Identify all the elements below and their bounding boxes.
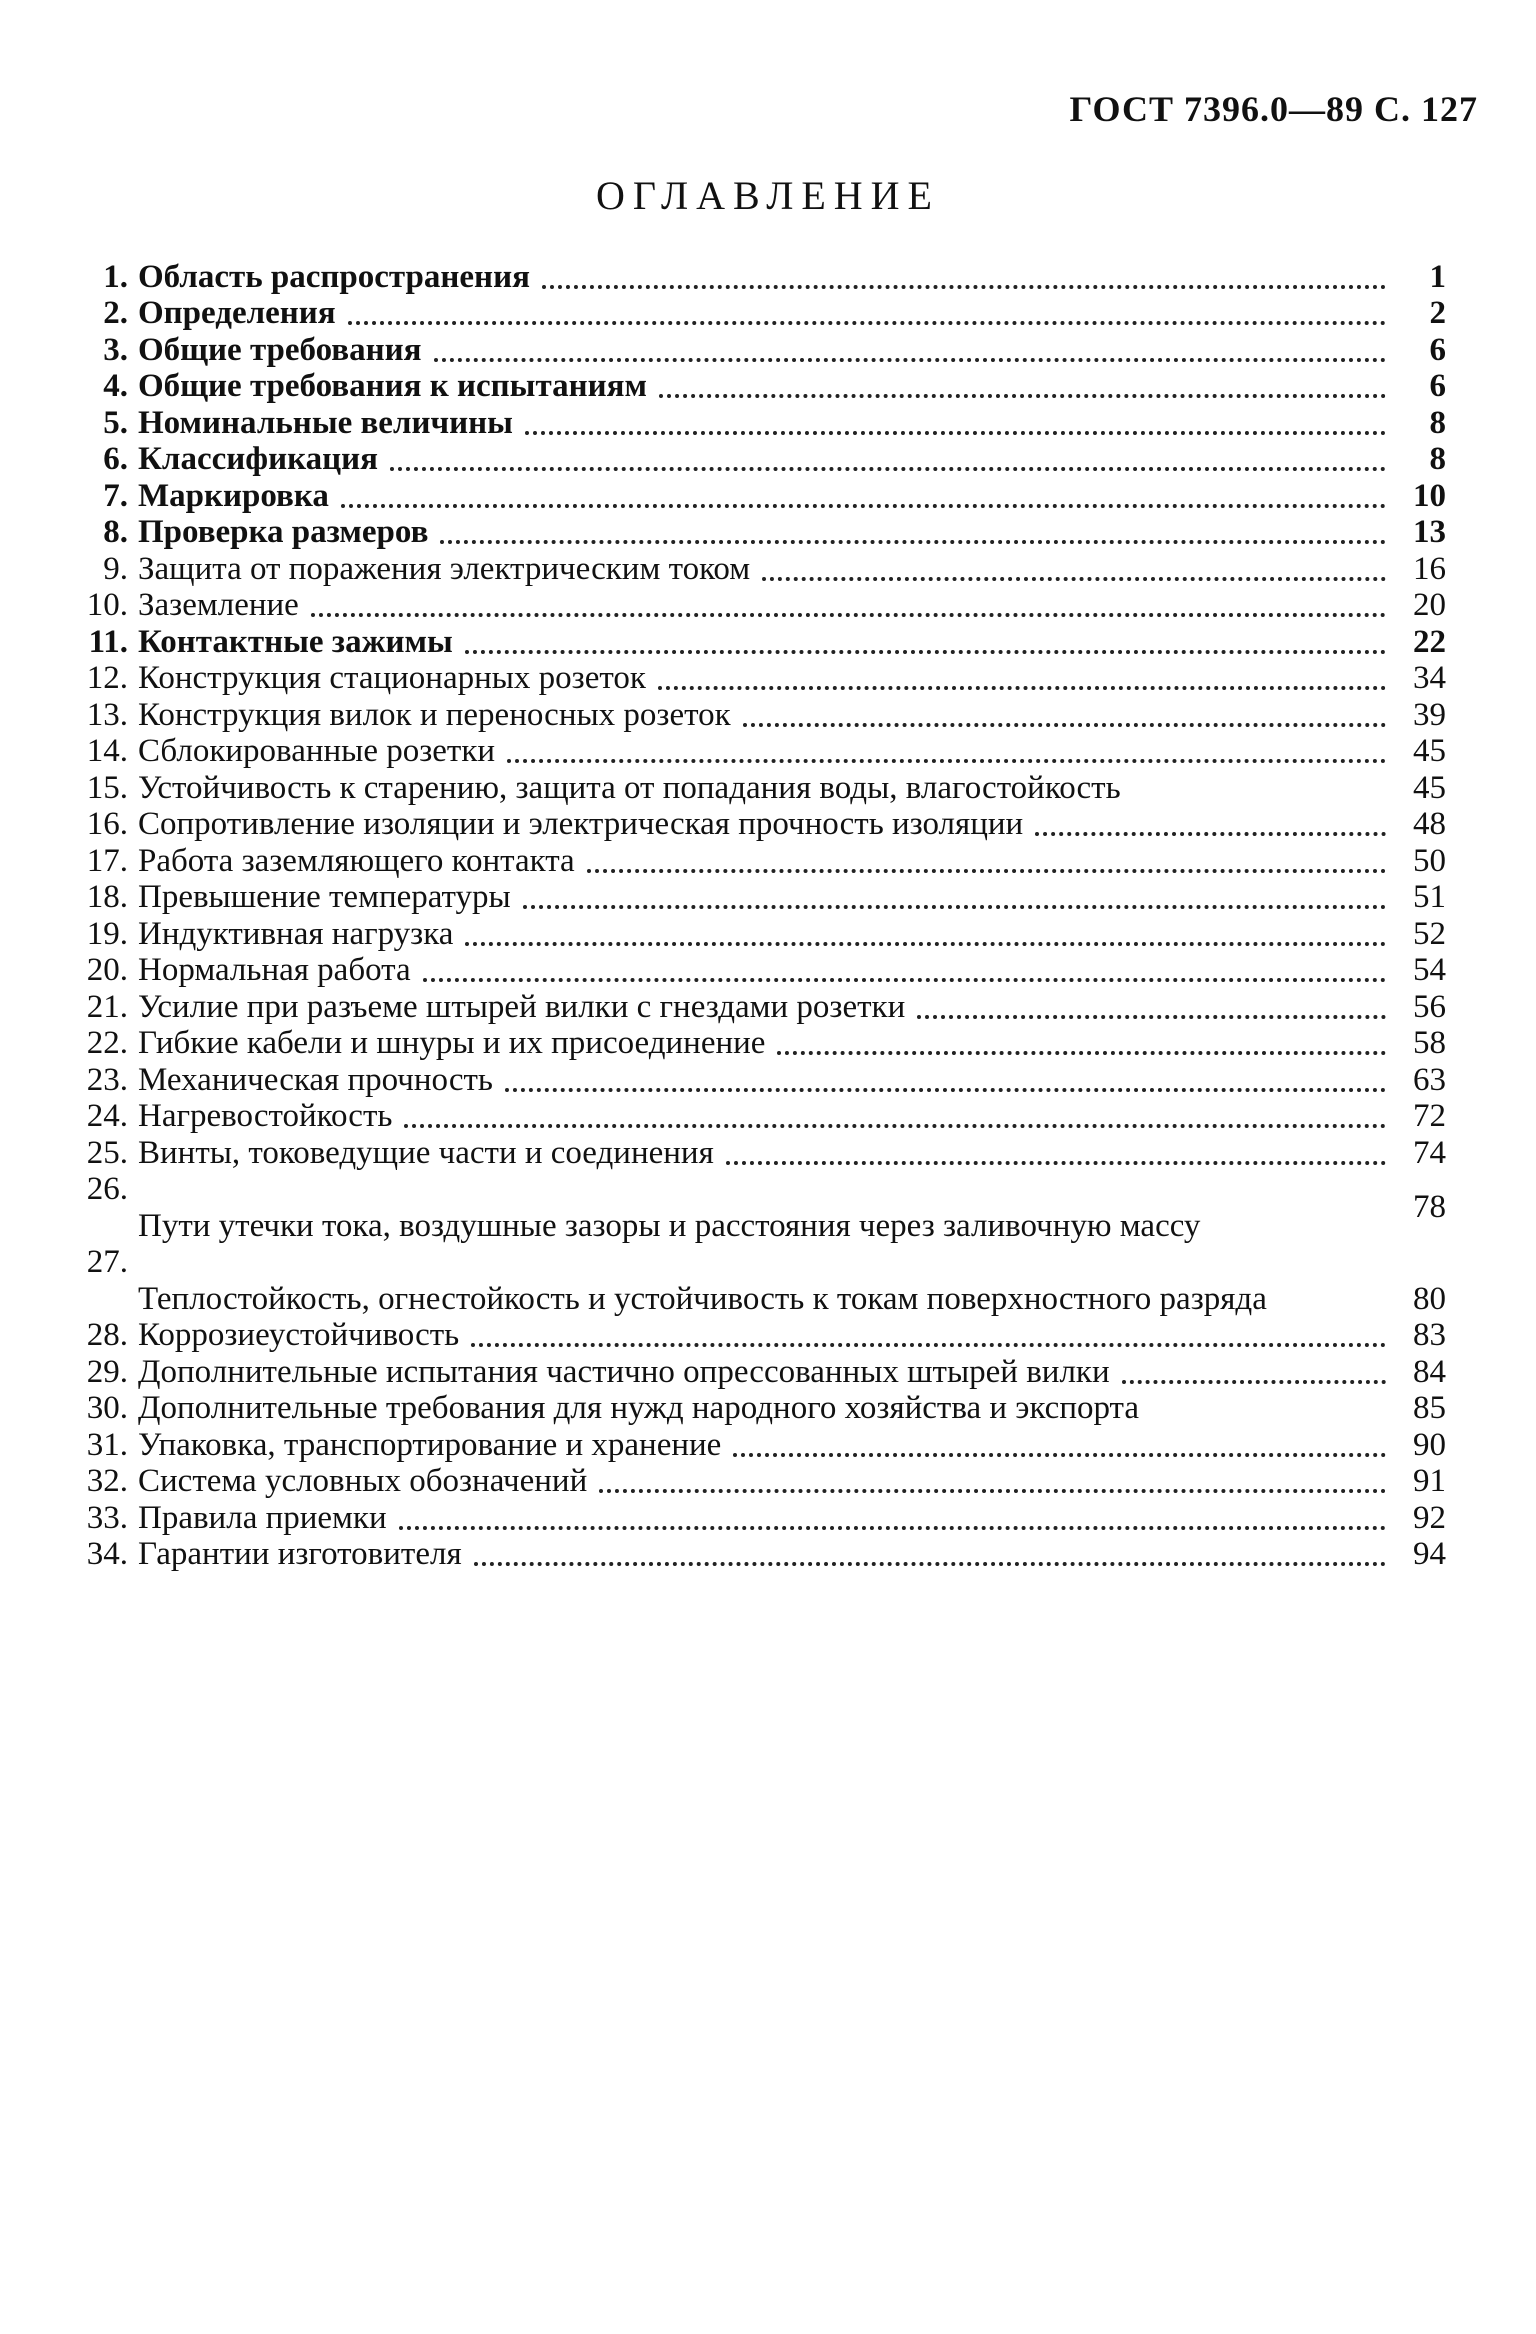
entry-page: 2 (1429, 295, 1446, 331)
entry-number: 14. (86, 733, 128, 769)
toc-entry[interactable] (66, 660, 1446, 697)
entry-number: 17. (86, 842, 128, 879)
entry-title: Общие требования к испытаниям (138, 368, 647, 404)
entry-number: 2. (103, 295, 128, 331)
entry-number: 11. (88, 623, 128, 660)
entry-number: 26. (86, 1170, 128, 1207)
entry-title: Коррозиеустойчивость (138, 1317, 460, 1353)
toc-entry[interactable] (66, 696, 1446, 733)
dot-leader (1035, 832, 1386, 836)
dot-leader (587, 869, 1386, 873)
dot-leader (542, 285, 1386, 289)
entry-page: 94 (1413, 1536, 1446, 1572)
toc-entry[interactable] (66, 1499, 1446, 1536)
toc-entry[interactable] (66, 1426, 1446, 1463)
toc-entry[interactable] (66, 1171, 1446, 1244)
toc-entry[interactable] (66, 915, 1446, 952)
toc-entry[interactable] (66, 295, 1446, 332)
entry-title: Нормальная работа (138, 952, 411, 988)
entry-page: 50 (1413, 842, 1446, 879)
toc-entry[interactable] (66, 769, 1446, 806)
entry-title: Нагревостойкость (138, 1098, 393, 1134)
entry-title: Заземление (138, 587, 299, 623)
entry-page: 13 (1413, 514, 1446, 550)
entry-page: 1 (1429, 258, 1446, 295)
entry-number: 21. (86, 988, 128, 1025)
entry-title: Работа заземляющего контакта (138, 842, 575, 879)
entry-page: 78 (1413, 1189, 1446, 1225)
dot-leader (523, 905, 1386, 909)
entry-title: Дополнительные испытания частично опрессованных штырей вилки (138, 1353, 1110, 1390)
entry-number: 28. (86, 1317, 128, 1353)
dot-leader (311, 613, 1386, 617)
entry-title: Система условных обозначений (138, 1463, 588, 1499)
entry-page: 45 (1413, 733, 1446, 769)
entry-number: 19. (86, 915, 128, 952)
entry-number: 32. (86, 1463, 128, 1499)
entry-number: 31. (86, 1426, 128, 1463)
entry-page: 8 (1429, 404, 1446, 441)
entry-page: 92 (1413, 1499, 1446, 1536)
entry-number: 5. (103, 404, 128, 441)
toc-entry[interactable] (66, 806, 1446, 843)
entry-title: Конструкция стационарных розеток (138, 660, 646, 696)
entry-page: 56 (1413, 988, 1446, 1025)
dot-leader (599, 1489, 1386, 1493)
entry-number: 7. (103, 477, 128, 514)
entry-number: 10. (86, 587, 128, 623)
toc-entry[interactable] (66, 988, 1446, 1025)
entry-number: 16. (86, 806, 128, 842)
entry-number: 24. (86, 1098, 128, 1134)
entry-page: 91 (1413, 1463, 1446, 1499)
entry-title: Механическая прочность (138, 1061, 493, 1098)
dot-leader (726, 1161, 1386, 1165)
entry-title: Теплостойкость, огнестойкость и устойчивость к токам поверхностного разряда (138, 1280, 1267, 1317)
entry-page: 52 (1413, 915, 1446, 952)
dot-leader (399, 1526, 1386, 1530)
entry-page: 6 (1429, 368, 1446, 404)
entry-number: 33. (86, 1499, 128, 1536)
entry-title: Проверка размеров (138, 514, 429, 550)
entry-page: 85 (1413, 1390, 1446, 1426)
toc-entry[interactable] (66, 733, 1446, 770)
entry-title: Устойчивость к старению, защита от попадания воды, влагостойкость (138, 769, 1121, 806)
page-title: ОГЛАВЛЕНИЕ (596, 173, 940, 218)
entry-title: Классификация (138, 441, 378, 477)
entry-number: 25. (86, 1134, 128, 1171)
toc-entry[interactable] (66, 1463, 1446, 1500)
entry-title: Общие требования (138, 331, 422, 368)
entry-page: 10 (1413, 477, 1446, 514)
dot-leader (777, 1051, 1386, 1055)
dot-leader (525, 431, 1386, 435)
entry-title: Конструкция вилок и переносных розеток (138, 696, 731, 733)
entry-page: 20 (1413, 587, 1446, 623)
toc-entry[interactable] (66, 623, 1446, 660)
dot-leader (465, 650, 1386, 654)
entry-number: 30. (86, 1390, 128, 1426)
dot-leader (474, 1562, 1386, 1566)
table-of-contents (66, 258, 1446, 1572)
toc-entry[interactable] (66, 368, 1446, 405)
entry-number: 13. (86, 696, 128, 733)
entry-title: Контактные зажимы (138, 623, 453, 660)
entry-title: Область распространения (138, 258, 530, 295)
toc-entry[interactable] (66, 550, 1446, 587)
dot-leader (434, 358, 1387, 362)
dot-leader (341, 504, 1386, 508)
toc-entry[interactable] (66, 1390, 1446, 1427)
entry-page: 54 (1413, 952, 1446, 988)
entry-page: 8 (1429, 441, 1446, 477)
toc-entry[interactable] (66, 952, 1446, 989)
entry-title: Превышение температуры (138, 879, 511, 915)
entry-title: Пути утечки тока, воздушные зазоры и расстояния через заливочную массу (138, 1207, 1201, 1244)
toc-entry[interactable] (66, 1317, 1446, 1354)
entry-number: 22. (86, 1025, 128, 1061)
dot-leader (1122, 1380, 1386, 1384)
toc-entry[interactable] (66, 514, 1446, 551)
toc-entry[interactable] (66, 1134, 1446, 1171)
entry-title: Сблокированные розетки (138, 733, 496, 769)
toc-entry[interactable] (66, 1353, 1446, 1390)
dot-leader (762, 577, 1386, 581)
toc-entry[interactable] (66, 587, 1446, 624)
dot-leader (440, 540, 1386, 544)
dot-leader (348, 321, 1386, 325)
entry-number: 8. (103, 514, 128, 550)
toc-entry[interactable] (66, 404, 1446, 441)
entry-number: 12. (86, 660, 128, 696)
entry-page: 6 (1429, 331, 1446, 368)
entry-title: Правила приемки (138, 1499, 387, 1536)
entry-page: 45 (1413, 769, 1446, 806)
entry-page: 58 (1413, 1025, 1446, 1061)
entry-page: 90 (1413, 1426, 1446, 1463)
dot-leader (423, 978, 1386, 982)
dot-leader (404, 1124, 1386, 1128)
dot-leader (390, 467, 1386, 471)
entry-page: 48 (1413, 806, 1446, 842)
toc-entry[interactable] (66, 1025, 1446, 1062)
entry-number: 3. (103, 331, 128, 368)
entry-page: 22 (1413, 623, 1446, 660)
entry-page: 16 (1413, 550, 1446, 587)
entry-page: 34 (1413, 660, 1446, 696)
dot-leader (917, 1015, 1386, 1019)
toc-entry[interactable] (66, 1098, 1446, 1135)
entry-page: 51 (1413, 879, 1446, 915)
entry-title: Гибкие кабели и шнуры и их присоединение (138, 1025, 766, 1061)
toc-entry[interactable] (66, 842, 1446, 879)
entry-title: Номинальные величины (138, 404, 513, 441)
entry-page: 39 (1413, 696, 1446, 733)
toc-entry[interactable] (66, 258, 1446, 295)
entry-title: Защита от поражения электрическим током (138, 550, 751, 587)
toc-entry[interactable] (66, 477, 1446, 514)
entry-page: 84 (1413, 1353, 1446, 1390)
entry-title: Определения (138, 295, 336, 331)
entry-title: Маркировка (138, 477, 329, 514)
dot-leader (659, 394, 1386, 398)
entry-number: 18. (86, 879, 128, 915)
toc-entry[interactable] (66, 879, 1446, 916)
entry-number: 29. (86, 1353, 128, 1390)
toc-entry[interactable] (66, 1536, 1446, 1573)
entry-title: Гарантии изготовителя (138, 1536, 462, 1572)
entry-page: 63 (1413, 1061, 1446, 1098)
dot-leader (507, 759, 1386, 763)
dot-leader (465, 942, 1386, 946)
entry-title: Упаковка, транспортирование и хранение (138, 1426, 722, 1463)
dot-leader (733, 1453, 1386, 1457)
toc-entry[interactable] (66, 441, 1446, 478)
entry-title: Индуктивная нагрузка (138, 915, 454, 952)
entry-number: 34. (86, 1536, 128, 1572)
entry-title: Дополнительные требования для нужд народного хозяйства и экспорта (138, 1390, 1140, 1426)
entry-page: 74 (1413, 1134, 1446, 1171)
entry-number: 9. (103, 550, 128, 587)
entry-number: 15. (86, 769, 128, 806)
entry-page: 83 (1413, 1317, 1446, 1353)
dot-leader (505, 1088, 1386, 1092)
page-header: ГОСТ 7396.0—89 С. 127 (1069, 89, 1478, 129)
dot-leader (658, 686, 1386, 690)
toc-entry[interactable] (66, 1244, 1446, 1317)
entry-number: 4. (103, 368, 128, 404)
toc-entry[interactable] (66, 1061, 1446, 1098)
entry-number: 20. (86, 952, 128, 988)
entry-number: 23. (86, 1061, 128, 1098)
entry-page: 72 (1413, 1098, 1446, 1134)
entry-number: 1. (103, 258, 128, 295)
entry-title: Усилие при разъеме штырей вилки с гнездами розетки (138, 988, 906, 1025)
dot-leader (743, 723, 1386, 727)
entry-title: Винты, токоведущие части и соединения (138, 1134, 714, 1171)
entry-number: 6. (103, 441, 128, 477)
dot-leader (471, 1343, 1386, 1347)
entry-number: 27. (86, 1243, 128, 1280)
entry-title: Сопротивление изоляции и электрическая прочность изоляции (138, 806, 1024, 842)
toc-entry[interactable] (66, 331, 1446, 368)
entry-page: 80 (1413, 1280, 1446, 1317)
